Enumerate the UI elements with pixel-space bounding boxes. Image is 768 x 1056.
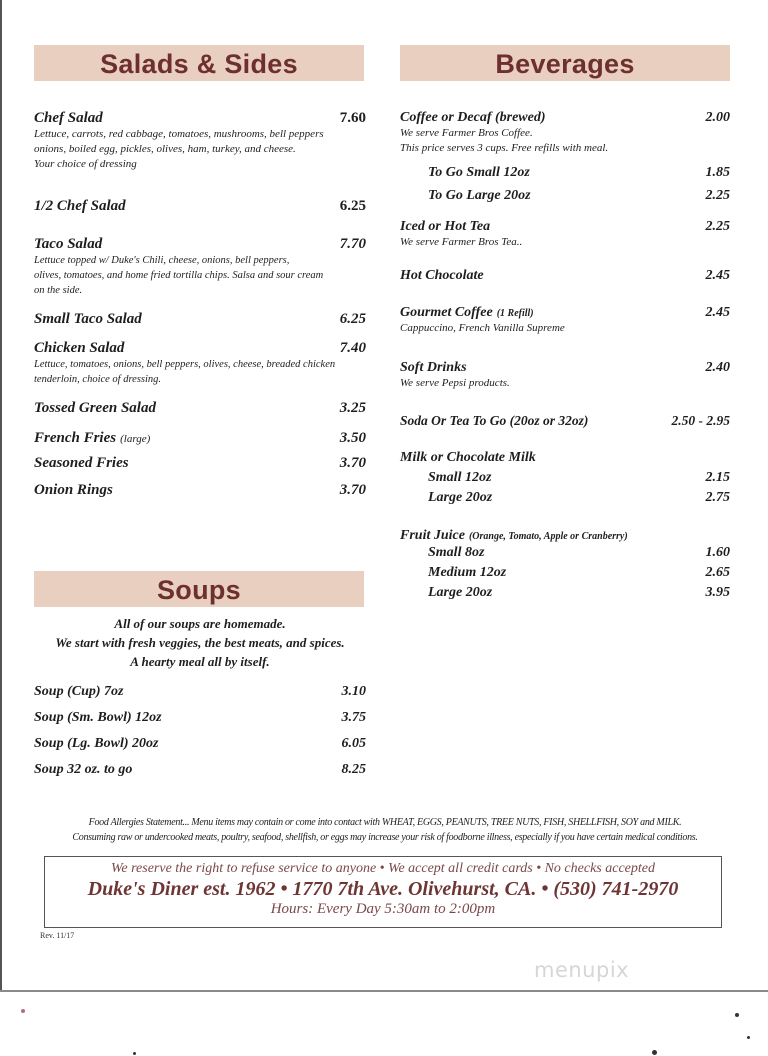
item-name: Soup 32 oz. to go — [34, 762, 133, 777]
item-price: 6.25 — [339, 311, 366, 327]
item-price: 7.40 — [339, 340, 366, 356]
item-price: 7.70 — [339, 236, 366, 252]
menu-item — [400, 165, 730, 181]
menu-item — [34, 236, 366, 298]
item-name: Small 12oz — [428, 470, 492, 485]
menu-item — [400, 360, 730, 391]
item-desc: Lettuce topped w/ Duke's Chili, cheese, onions, bell peppers, — [34, 255, 290, 266]
policy-text: We reserve the right to refuse service to anyone • We accept all credit cards • No checks accepted — [111, 861, 655, 876]
item-price: 2.50 - 2.95 — [671, 413, 730, 428]
restaurant-contact: Duke's Diner est. 1962 • 1770 7th Ave. Olivehurst, CA. • (530) 741-2970 — [87, 878, 679, 900]
item-desc: olives, tomatoes, and home fried tortilla chips. Salsa and sour cream — [34, 270, 324, 281]
item-name: Medium 12oz — [428, 565, 507, 580]
menu-item — [400, 545, 730, 561]
item-desc: on the side. — [34, 285, 83, 296]
item-price: 2.65 — [705, 565, 730, 580]
item-name: Onion Rings — [34, 482, 113, 498]
item-desc: We serve Farmer Bros Tea.. — [400, 236, 523, 248]
item-price: 1.85 — [705, 165, 730, 180]
item-price: 6.25 — [339, 198, 366, 214]
item-price: 6.05 — [341, 736, 366, 751]
salads-header: Salads & Sides — [34, 45, 364, 81]
item-name: Large 20oz — [428, 585, 493, 600]
item-price: 2.75 — [705, 490, 730, 505]
beverages-header: Beverages — [400, 45, 730, 81]
item-price: 2.25 — [705, 219, 730, 234]
item-note: (1 Refill) — [496, 308, 534, 319]
intro-line: A hearty meal all by itself. — [130, 654, 270, 669]
menu-item — [400, 450, 730, 466]
menu-item — [34, 482, 366, 499]
item-name: Iced or Hot Tea — [400, 219, 491, 234]
item-desc: Cappuccino, French Vanilla Supreme — [400, 322, 565, 334]
restaurant-info-box — [44, 856, 722, 928]
item-name: Chicken Salad — [34, 340, 125, 356]
item-name: Soup (Lg. Bowl) 20oz — [34, 736, 159, 751]
item-price: 3.75 — [341, 710, 366, 725]
item-name: Tossed Green Salad — [34, 400, 156, 416]
menu-item — [400, 490, 730, 506]
intro-line: We start with fresh veggies, the best meats, and spices. — [55, 635, 345, 650]
item-name: 1/2 Chef Salad — [34, 198, 126, 214]
item-name: Hot Chocolate — [400, 268, 484, 283]
menu-item — [34, 311, 366, 328]
item-name: Small Taco Salad — [34, 311, 142, 327]
item-price: 2.25 — [705, 188, 730, 203]
allergy-statement — [30, 815, 740, 845]
item-price: 2.15 — [705, 470, 730, 485]
menu-item — [400, 470, 730, 486]
item-price: 3.10 — [341, 684, 366, 699]
scan-speck — [133, 1052, 136, 1055]
menu-item — [34, 684, 366, 700]
menu-item — [34, 429, 366, 447]
item-price: 3.70 — [339, 455, 366, 471]
item-price: 2.00 — [705, 110, 730, 125]
item-price: 1.60 — [705, 545, 730, 560]
item-name: Large 20oz — [428, 490, 493, 505]
item-desc: Lettuce, tomatoes, onions, bell peppers, olives, cheese, breaded chicken — [34, 359, 336, 370]
item-price: 2.45 — [705, 268, 730, 283]
item-name: Small 8oz — [428, 545, 485, 560]
item-name: Chef Salad — [34, 110, 103, 126]
scan-speck — [735, 1013, 739, 1017]
item-desc: We serve Pepsi products. — [400, 377, 510, 389]
watermark-logo: menupix — [534, 958, 630, 982]
item-desc: Your choice of dressing — [34, 158, 137, 170]
item-price: 3.95 — [705, 585, 730, 600]
soups-intro — [34, 614, 366, 671]
menu-item — [34, 340, 366, 387]
intro-line: All of our soups are homemade. — [114, 616, 286, 631]
revision-label: Rev. 11/17 — [40, 931, 75, 940]
menu-item — [400, 268, 730, 284]
item-price: 3.25 — [339, 400, 366, 416]
menu-item — [34, 736, 366, 752]
item-name: To Go Large 20oz — [428, 188, 531, 203]
item-desc: tenderloin, choice of dressing. — [34, 374, 162, 385]
menu-item — [400, 526, 730, 544]
allergy-line: Consuming raw or undercooked meats, poultry, seafood, shellfish, or eggs may increase your risk of foodborne illness, especially if you have certain medical conditions. — [72, 832, 698, 843]
menu-item — [400, 188, 730, 204]
menu-item — [400, 413, 730, 429]
item-desc: We serve Farmer Bros Coffee. — [400, 127, 533, 139]
scan-speck — [21, 1009, 25, 1013]
item-name: French Fries — [34, 430, 117, 446]
scan-speck — [747, 1036, 750, 1039]
menu-item — [34, 400, 366, 417]
item-name: Soup (Cup) 7oz — [34, 684, 124, 699]
page-divider — [0, 990, 768, 992]
item-name: Fruit Juice — [400, 528, 465, 543]
menu-item — [34, 455, 366, 472]
item-desc: onions, boiled egg, pickles, olives, ham, turkey, and cheese. — [34, 143, 296, 155]
item-price: 3.50 — [339, 430, 366, 446]
item-name: Milk or Chocolate Milk — [400, 450, 536, 465]
item-name: Coffee or Decaf (brewed) — [400, 110, 546, 125]
menu-item — [34, 710, 366, 726]
item-note: (Orange, Tomato, Apple or Cranberry) — [468, 531, 628, 542]
menu-item — [34, 762, 366, 778]
menu-item — [400, 565, 730, 581]
item-name: Taco Salad — [34, 236, 103, 252]
item-desc: Lettuce, carrots, red cabbage, tomatoes, mushrooms, bell peppers — [34, 128, 324, 140]
item-price: 2.40 — [705, 360, 730, 375]
item-price: 7.60 — [339, 110, 366, 126]
menu-item — [400, 303, 730, 336]
soups-header: Soups — [34, 571, 364, 607]
item-name: Seasoned Fries — [34, 455, 129, 471]
item-price: 3.70 — [339, 482, 366, 498]
menu-item — [34, 110, 366, 172]
item-desc: This price serves 3 cups. Free refills with meal. — [400, 142, 609, 154]
item-name: Soda Or Tea To Go (20oz or 32oz) — [400, 413, 589, 428]
menu-item — [34, 198, 366, 215]
item-name: Soup (Sm. Bowl) 12oz — [34, 710, 162, 725]
hours-text: Hours: Every Day 5:30am to 2:00pm — [270, 901, 496, 917]
allergy-line: Food Allergies Statement... Menu items may contain or come into contact with WHEAT, EGGS, PEANUTS, TREE NUTS, FISH, SHELLFISH, SOY and MILK. — [88, 817, 682, 828]
page-edge — [0, 0, 2, 992]
menu-item — [400, 219, 730, 250]
item-note: (large) — [120, 433, 151, 445]
item-price: 2.45 — [705, 305, 730, 320]
menu-item — [400, 585, 730, 601]
item-price: 8.25 — [341, 762, 366, 777]
scan-speck — [652, 1050, 657, 1055]
item-name: Gourmet Coffee — [400, 305, 493, 320]
item-name: Soft Drinks — [400, 360, 467, 375]
item-name: To Go Small 12oz — [428, 165, 530, 180]
menu-item — [400, 110, 730, 156]
